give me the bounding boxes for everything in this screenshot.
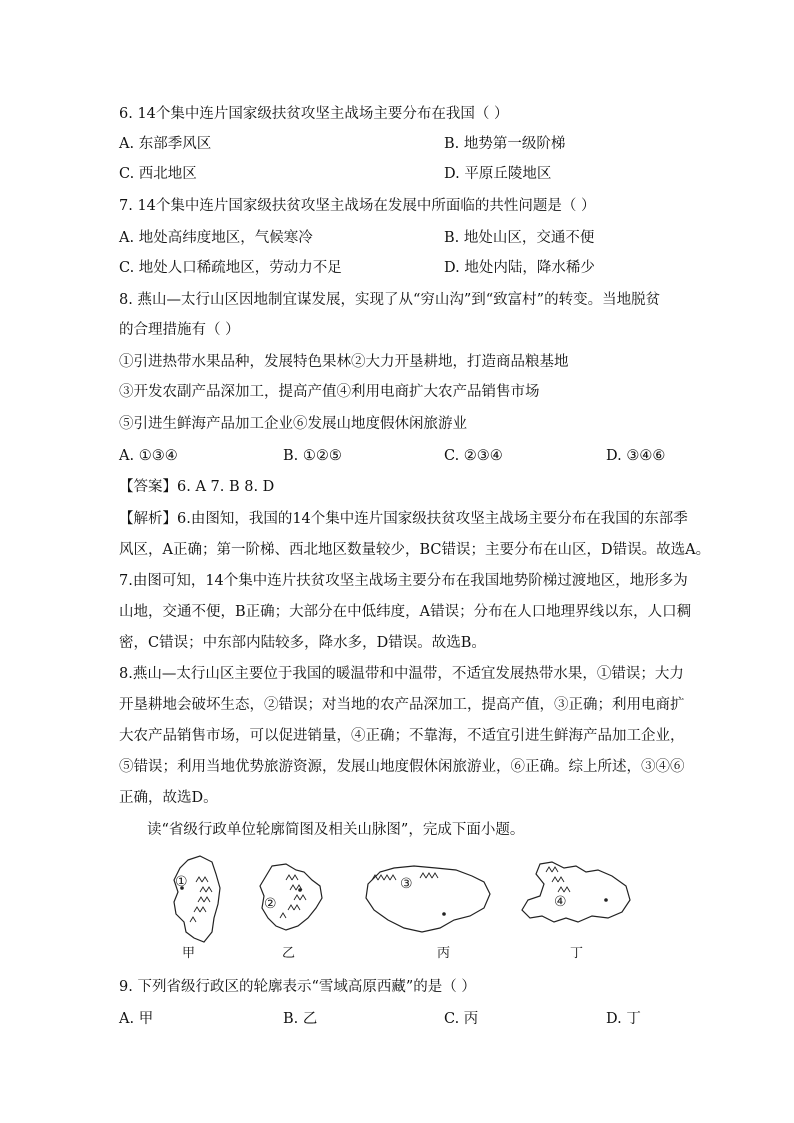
province-map-jia	[160, 852, 230, 947]
q8-option-a: A. ①③④	[119, 448, 178, 464]
analysis-line: 开垦耕地会破坏生态，②错误；对当地的农产品深加工，提高产值，③正确；利用电商扩	[119, 697, 685, 713]
q7-stem: 7. 14个集中连片国家级扶贫攻坚主战场在发展中所面临的共性问题是（ ）	[119, 198, 596, 214]
q9-option-d: D. 丁	[606, 1011, 641, 1027]
q8-stem-line2: 的合理措施有（ ）	[119, 322, 240, 338]
q7-option-a: A. 地处高纬度地区，气候寒冷	[119, 230, 313, 246]
analysis-line: 山地，交通不便，B正确；大部分在中低纬度，A错误；分布在人口地理界线以东，人口稠	[119, 604, 692, 620]
q6-option-c: C. 西北地区	[119, 166, 197, 182]
analysis-line: 密，C错误；中东部内陆较多，降水多，D错误。故选B。	[119, 635, 486, 651]
q8-stem-line1: 8. 燕山—太行山区因地制宜谋发展，实现了从“穷山沟”到“致富村”的转变。当地脱贫	[119, 292, 661, 308]
province-map-ding	[518, 856, 638, 941]
map-caption-jia: 甲	[182, 946, 196, 961]
q7-option-c: C. 地处人口稀疏地区，劳动力不足	[119, 260, 342, 276]
q7-option-b: B. 地处山区，交通不便	[444, 230, 595, 246]
map-label-1: ①	[175, 874, 188, 890]
map-caption-ding: 丁	[570, 946, 584, 961]
q9-option-b: B. 乙	[283, 1011, 318, 1027]
q8-item-line1: ①引进热带水果品种，发展特色果林②大力开垦耕地，打造商品粮基地	[119, 354, 569, 370]
province-outline-figure	[150, 850, 650, 965]
q8-item-line3: ⑤引进生鲜海产品加工企业⑥发展山地度假休闲旅游业	[119, 416, 467, 432]
q6-stem: 6. 14个集中连片国家级扶贫攻坚主战场主要分布在我国（ ）	[119, 106, 509, 122]
q7-option-d: D. 地处内陆，降水稀少	[444, 260, 595, 276]
province-map-bing	[360, 858, 495, 943]
analysis-line: 风区，A正确；第一阶梯、西北地区数量较少，BC错误；主要分布在山区，D错误。故选A。	[119, 542, 711, 558]
analysis-line: 大农产品销售市场，可以促进销量，④正确；不靠海，不适宜引进生鲜海产品加工企业，	[119, 728, 685, 744]
q9-stem: 9. 下列省级行政区的轮廓表示“雪域高原西藏”的是（ ）	[119, 979, 476, 995]
q6-option-b: B. 地势第一级阶梯	[444, 136, 566, 152]
analysis-line: 正确，故选D。	[119, 790, 218, 806]
analysis-line: 7.由图可知，14个集中连片扶贫攻坚主战场主要分布在我国地势阶梯过渡地区，地形多为	[119, 573, 688, 589]
q6-option-a: A. 东部季风区	[119, 136, 212, 152]
q8-option-c: C. ②③④	[444, 448, 503, 464]
answer-line: 【答案】6. A 7. B 8. D	[119, 479, 275, 495]
q8-option-b: B. ①②⑤	[283, 448, 342, 464]
province-map-yi	[250, 860, 330, 940]
map-caption-yi: 乙	[282, 946, 296, 961]
analysis-line: 【解析】6.由图知，我国的14个集中连片国家级扶贫攻坚主战场主要分布在我国的东部季	[119, 511, 688, 527]
intro-text: 读“省级行政单位轮廓简图及相关山脉图”，完成下面小题。	[147, 822, 525, 838]
q6-option-d: D. 平原丘陵地区	[444, 166, 552, 182]
map-label-3: ③	[400, 876, 413, 892]
q8-item-line2: ③开发农副产品深加工，提高产值④利用电商扩大农产品销售市场	[119, 384, 540, 400]
analysis-line: 8.燕山—太行山区主要位于我国的暖温带和中温带，不适宜发展热带水果，①错误；大力	[119, 666, 684, 682]
q9-option-c: C. 丙	[444, 1011, 479, 1027]
map-label-2: ②	[264, 896, 277, 912]
map-caption-bing: 丙	[437, 946, 451, 961]
analysis-line: ⑤错误；利用当地优势旅游资源，发展山地度假休闲旅游业，⑥正确。综上所述，③④⑥	[119, 759, 685, 775]
q8-option-d: D. ③④⑥	[606, 448, 666, 464]
q9-option-a: A. 甲	[119, 1011, 154, 1027]
map-label-4: ④	[554, 894, 567, 910]
